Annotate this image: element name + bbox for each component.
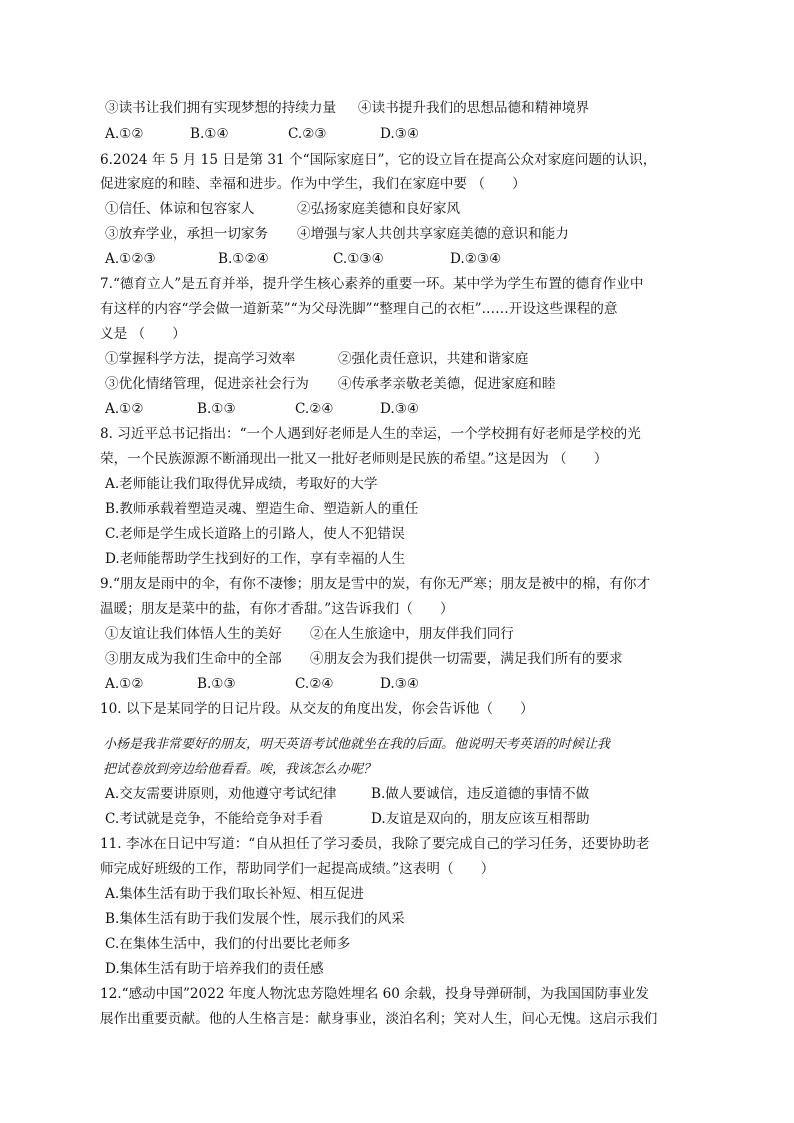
q9-item-3: ③朋友成为我们生命中的全部 — [105, 651, 282, 667]
q7-stem-line-3: 义是 （ ） — [100, 326, 186, 342]
q8-stem-line-2: 荣，一个民族源源不断涌现出一批又一批好老师则是民族的希望。”这是因为 （ ） — [100, 451, 608, 467]
q5-item-3: ③读书让我们拥有实现梦想的持续力量 — [105, 100, 337, 116]
q6-item-2: ②弘扬家庭美德和良好家风 — [297, 201, 461, 217]
q11-option-b: B.集体生活有助于我们发展个性，展示我们的风采 — [105, 911, 405, 927]
q6-item-4: ④增强与家人共创共享家庭美德的意识和能力 — [297, 226, 569, 242]
q9-item-1: ①友谊让我们体悟人生的美好 — [105, 626, 282, 642]
q6-item-3: ③放弃学业，承担一切家务 — [105, 226, 269, 242]
q9-item-2: ②在人生旅途中，朋友伴我们同行 — [310, 626, 514, 642]
q10-option-a: A.交友需要讲原则，劝他遵守考试纪律 — [105, 786, 337, 802]
q5-option-a: A.①② — [105, 126, 144, 142]
q7-stem-line-1: 7.“德育立人”是五育并举，提升学生核心素养的重要一环。某中学为学生布置的德育作业中 — [100, 276, 644, 292]
q8-option-d: D.老师能帮助学生找到好的工作，享有幸福的人生 — [105, 551, 406, 567]
q7-option-a: A.①② — [105, 401, 144, 417]
q7-item-4: ④传承孝亲敬老美德，促进家庭和睦 — [338, 376, 556, 392]
q8-option-a: A.老师能让我们取得优异成绩，考取好的大学 — [105, 476, 378, 492]
q11-stem-line-2: 师完成好班级的工作，帮助同学们一起提高成绩。”这表明（ ） — [100, 861, 495, 877]
q9-stem-line-2: 温暖；朋友是菜中的盐，有你才香甜。”这告诉我们（ ） — [100, 601, 454, 617]
q8-stem-line-1: 8. 习近平总书记指出：“一个人遇到好老师是人生的幸运，一个学校拥有好老师是学校的光 — [100, 426, 641, 442]
q10-stem-line-1: 10. 以下是某同学的日记片段。从交友的角度出发，你会告诉他（ ） — [100, 701, 534, 717]
q7-stem-line-2: 有这样的内容“学会做一道新菜”“为父母洗脚”“整理自己的衣柜”……开设这些课程的意 — [100, 301, 618, 317]
q9-option-b: B.①③ — [197, 676, 236, 692]
q9-stem-line-1: 9.“朋友是雨中的伞，有你不凄惨；朋友是雪中的炭，有你无严寒；朋友是被中的棉，有你才 — [100, 576, 651, 592]
q9-option-a: A.①② — [105, 676, 144, 692]
q12-stem-line-1: 12.“感动中国”2022 年度人物沈忠芳隐姓埋名 60 余载，投身导弹研制，为我国国防事业发 — [100, 986, 649, 1002]
q11-option-a: A.集体生活有助于我们取长补短、相互促进 — [105, 886, 364, 902]
q6-item-1: ①信任、体谅和包容家人 — [105, 201, 255, 217]
q7-option-c: C.②④ — [295, 401, 334, 417]
q6-option-c: C.①③④ — [333, 251, 384, 267]
q9-option-c: C.②④ — [295, 676, 334, 692]
q10-diary-line-1: 小杨是我非常要好的朋友，明天英语考试他就坐在我的后面。他说明天考英语的时候让我 — [103, 737, 611, 752]
q7-option-b: B.①③ — [197, 401, 236, 417]
q5-option-d: D.③④ — [380, 126, 420, 142]
q6-option-b: B.①②④ — [218, 251, 269, 267]
q7-option-d: D.③④ — [380, 401, 420, 417]
q7-item-1: ①掌握科学方法，提高学习效率 — [105, 351, 296, 367]
q8-option-c: C.老师是学生成长道路上的引路人，使人不犯错误 — [105, 526, 405, 542]
q10-option-d: D.友谊是双向的，朋友应该互相帮助 — [371, 811, 590, 827]
q5-option-b: B.①④ — [190, 126, 229, 142]
q12-stem-line-2: 展作出重要贡献。他的人生格言是：献身事业，淡泊名利；笑对人生，问心无愧。这启示我们 — [100, 1011, 658, 1027]
q10-diary-line-2: 把试卷放到旁边给他看看。唉，我该怎么办呢？ — [103, 762, 377, 777]
q10-option-b: B.做人要诚信，违反道德的事情不做 — [371, 786, 590, 802]
q7-item-3: ③优化情绪管理，促进亲社会行为 — [105, 376, 309, 392]
q5-item-4: ④读书提升我们的思想品德和精神境界 — [358, 100, 590, 116]
q7-item-2: ②强化责任意识，共建和谐家庭 — [338, 351, 529, 367]
q6-option-a: A.①②③ — [105, 251, 156, 267]
q9-option-d: D.③④ — [380, 676, 420, 692]
q8-option-b: B.教师承载着塑造灵魂、塑造生命、塑造新人的重任 — [105, 501, 419, 517]
q6-stem-line-1: 6.2024 年 5 月 15 日是第 31 个“国际家庭日”，它的设立旨在提高公众对家庭问题的认识， — [100, 152, 657, 168]
q11-option-c: C.在集体生活中，我们的付出要比老师多 — [105, 936, 351, 952]
q6-option-d: D.②③④ — [450, 251, 502, 267]
q11-stem-line-1: 11. 李冰在日记中写道：“自从担任了学习委员，我除了要完成自己的学习任务，还要协助老 — [100, 836, 650, 852]
q5-option-c: C.②③ — [288, 126, 327, 142]
q9-item-4: ④朋友会为我们提供一切需要，满足我们所有的要求 — [310, 651, 623, 667]
q10-option-c: C.考试就是竞争，不能给竞争对手看 — [105, 811, 324, 827]
q6-stem-line-2: 促进家庭的和睦、幸福和进步。作为中学生，我们在家庭中要 （ ） — [100, 176, 526, 192]
q11-option-d: D.集体生活有助于培养我们的责任感 — [105, 961, 324, 977]
